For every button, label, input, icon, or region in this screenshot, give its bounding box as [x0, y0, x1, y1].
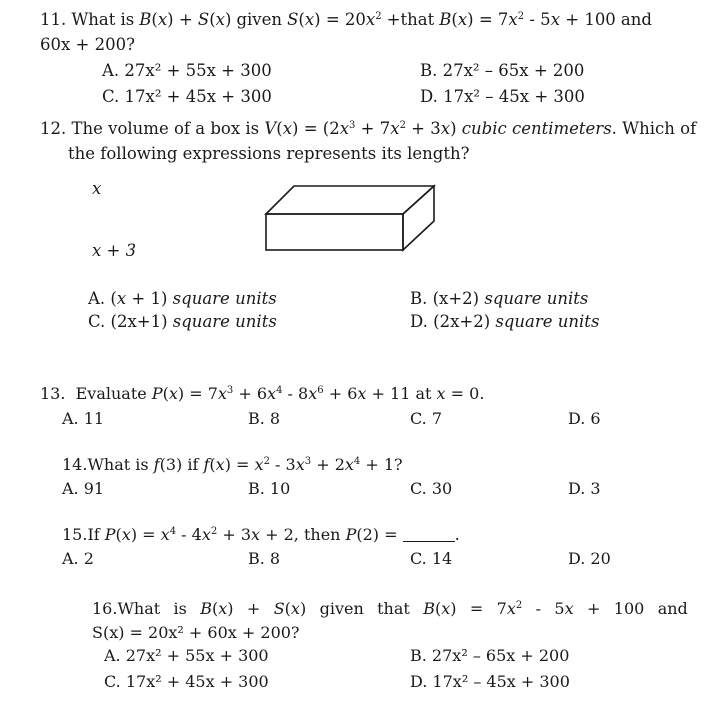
- q16-line1: 16.What is B(x) + S(x) given that B(x) = $7x^2$ - 5x + 100 and: [92, 599, 688, 618]
- q11-bx-sx: B(x) + S(x): [139, 10, 232, 29]
- q11-choice-b: B. 27x² – 65x + 200: [420, 61, 585, 80]
- q11-sx: $S(x) = 20x^2$: [287, 10, 382, 29]
- q15-choice-c: C. 14: [410, 549, 453, 568]
- q13-choice-d: D. 6: [568, 409, 601, 428]
- q16-line2: S(x) = 20x² + 60x + 200?: [92, 623, 300, 642]
- q11-line2: 60x + 200?: [40, 35, 135, 54]
- q11-bx: $B(x) = 7x^2 - 5x + 100$: [439, 10, 616, 29]
- q12-number: 12.: [40, 119, 67, 138]
- q13-choice-a: A. 11: [62, 409, 105, 428]
- q15-choice-a: A. 2: [62, 549, 94, 568]
- q11-choice-d: D. 17x² – 45x + 300: [420, 87, 585, 106]
- q13-choice-b: B. 8: [248, 409, 281, 428]
- q16-choice-c: C. 17x² + 45x + 300: [104, 672, 269, 691]
- q15-question: 15.If $P(x) = x^4 - 4x^2 + 3x + 2$, then P(2) = .: [62, 525, 460, 544]
- q15-number: 15.If: [62, 525, 100, 544]
- q11-number: 11.: [40, 10, 67, 29]
- q13-choice-c: C. 7: [410, 409, 443, 428]
- q14-number: 14.What is: [62, 455, 149, 474]
- q11-choice-c: C. 17x² + 45x + 300: [102, 87, 272, 106]
- q12-choice-c: C. (2x+1) square units: [88, 312, 277, 331]
- q14-choice-a: A. 91: [62, 479, 105, 498]
- q12-line2: the following expressions represents its length?: [68, 144, 470, 163]
- q16-number: 16.What: [92, 599, 161, 618]
- answer-blank: [403, 527, 455, 542]
- q12-dim-x-plus-3: x + 3: [92, 241, 137, 260]
- q15-choice-b: B. 8: [248, 549, 281, 568]
- q14-question: 14.What is f(3) if $f(x) = x^2 - 3x^3 + 2x^4 + 1$?: [62, 455, 403, 474]
- q16-choice-b: B. 27x² – 65x + 200: [410, 646, 570, 665]
- q12-choice-a: A. (x + 1) square units: [88, 289, 277, 308]
- box-front-face: [266, 214, 403, 250]
- q14-choice-d: D. 3: [568, 479, 601, 498]
- q12-dim-x: x: [92, 179, 102, 198]
- q12-line1: 12. The volume of a box is $V(x) = (2x^3 + 7x^2 + 3x)$ cubic centimeters. Which of: [40, 119, 697, 138]
- q12-choice-b: B. (x+2) square units: [410, 289, 589, 308]
- q15-choice-d: D. 20: [568, 549, 611, 568]
- q16-choice-a: A. 27x² + 55x + 300: [104, 646, 269, 665]
- q11-line1: 11. What is B(x) + S(x) given $S(x) = 20x^2$ +that $B(x) = 7x^2 - 5x + 100$ and: [40, 10, 652, 29]
- box-side-face: [403, 186, 434, 250]
- q12-choice-d: D. (2x+2) square units: [410, 312, 600, 331]
- q14-choice-c: C. 30: [410, 479, 453, 498]
- q16-choice-d: D. 17x² – 45x + 300: [410, 672, 570, 691]
- q14-choice-b: B. 10: [248, 479, 291, 498]
- q13-question: 13. Evaluate $P(x) = 7x^3 + 6x^4 - 8x^6 + 6x + 11$ at x = 0.: [40, 384, 485, 403]
- q11-choice-a: A. 27x² + 55x + 300: [102, 61, 272, 80]
- q13-number: 13.: [40, 384, 66, 403]
- box-figure: [262, 183, 442, 253]
